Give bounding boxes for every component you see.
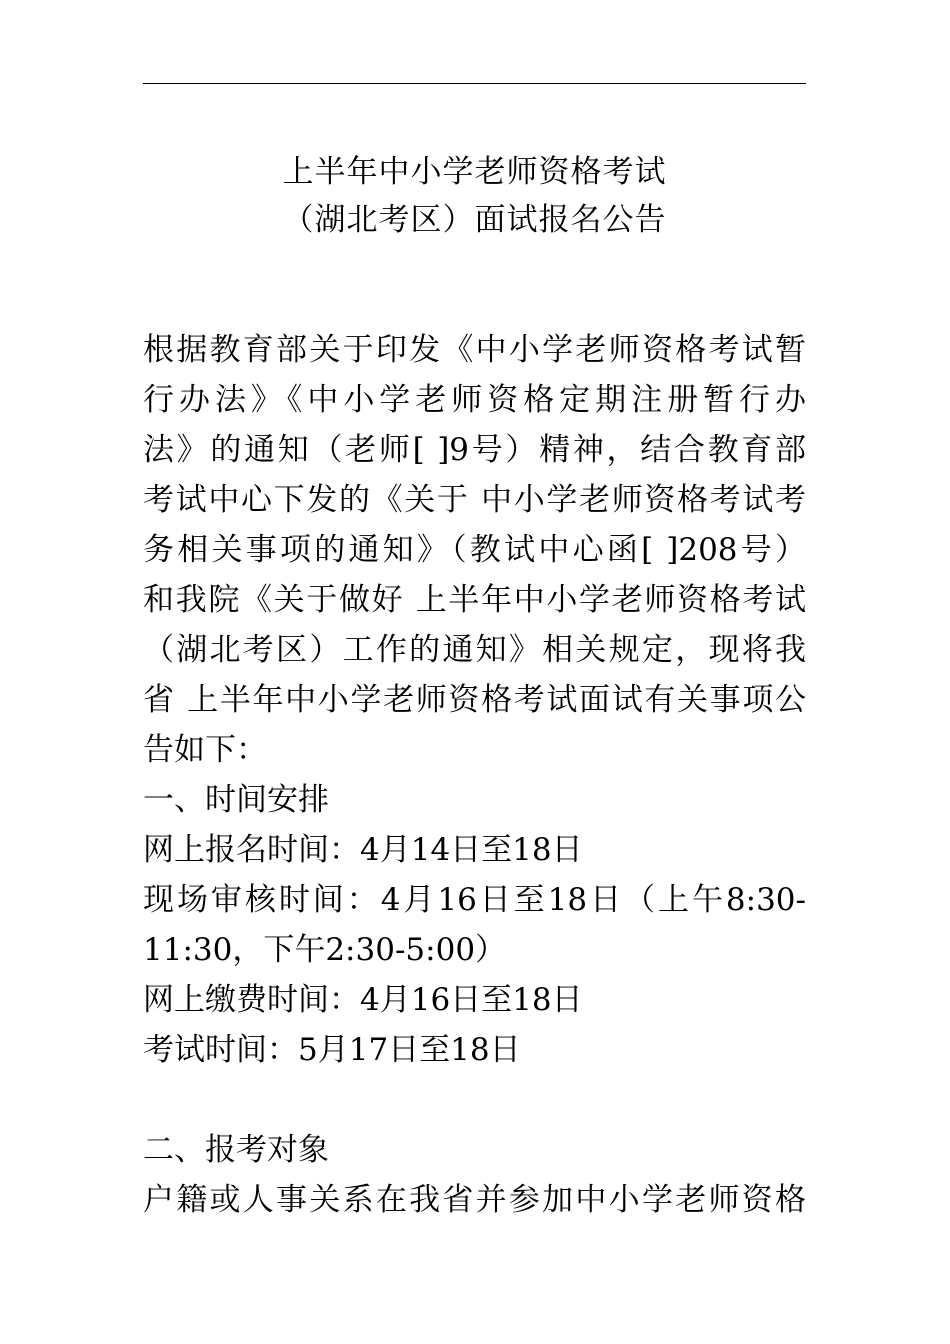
document-body (143, 325, 806, 1225)
intro-line: 省 上半年中小学老师资格考试面试有关事项公 (143, 682, 806, 718)
section-heading-eligibility: 二、报考对象 (143, 1132, 329, 1168)
schedule-line: 网上报名时间：4月14日至18日 (143, 832, 583, 868)
intro-line: 考试中心下发的《关于 中小学老师资格考试考 (143, 482, 806, 518)
section-heading-schedule: 一、时间安排 (143, 782, 329, 818)
intro-line: （湖北考区）工作的通知》相关规定，现将我 (143, 632, 806, 668)
intro-line: 行办法》《中小学老师资格定期注册暂行办 (143, 382, 806, 418)
schedule-line: 考试时间：5月17日至18日 (143, 1032, 521, 1068)
intro-line: 根据教育部关于印发《中小学老师资格考试暂 (143, 332, 806, 368)
intro-line: 法》的通知（老师[ ]9号）精神，结合教育部 (143, 432, 806, 468)
document-title-line-2: （湖北考区）面试报名公告 (282, 202, 667, 238)
blank-spacer (143, 1075, 806, 1125)
eligibility-line: 户籍或人事关系在我省并参加中小学老师资格 (143, 1182, 806, 1218)
schedule-line: 现场审核时间：4月16日至18日（上午8:30- (143, 882, 806, 918)
header-rule (143, 83, 806, 84)
intro-line: 务相关事项的通知》（教试中心函[ ]208号） (143, 532, 806, 568)
schedule-line: 11:30，下午2:30-5:00） (143, 932, 507, 968)
intro-line: 告如下： (143, 732, 267, 768)
intro-line: 和我院《关于做好 上半年中小学老师资格考试 (143, 582, 806, 618)
schedule-line: 网上缴费时间：4月16日至18日 (143, 982, 583, 1018)
document-title-line-1: 上半年中小学老师资格考试 (282, 154, 667, 190)
